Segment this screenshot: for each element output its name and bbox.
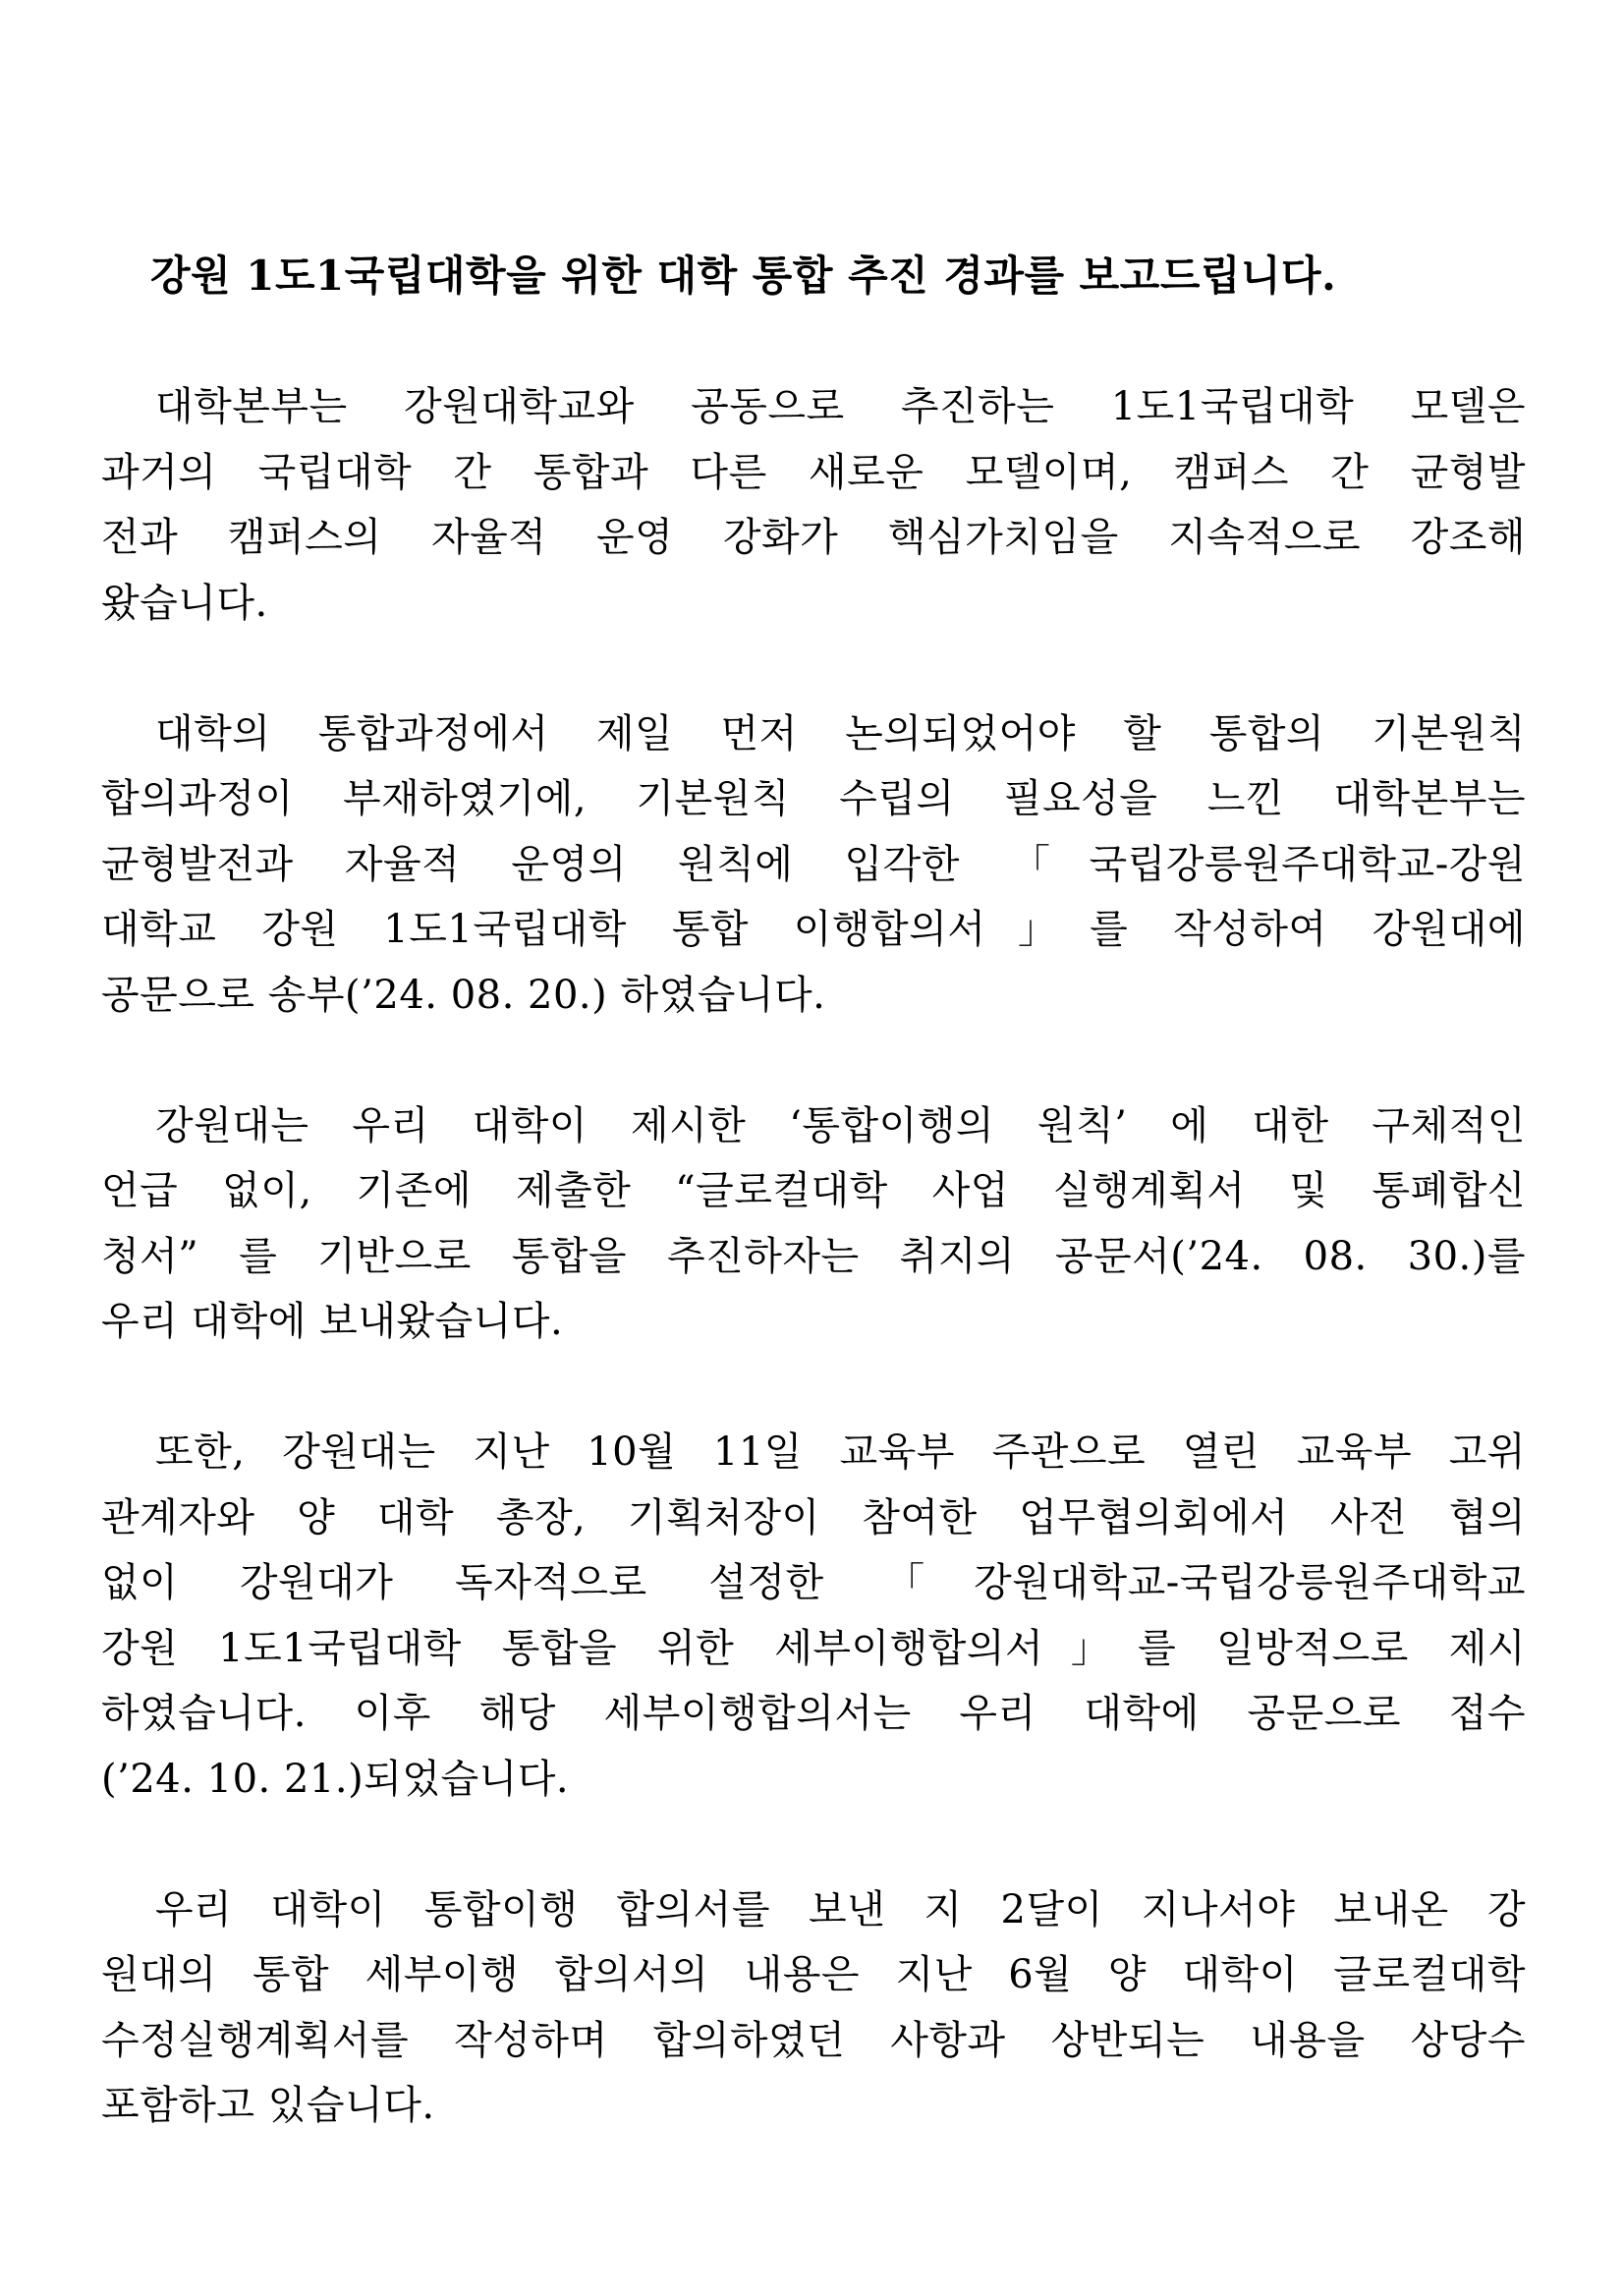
paragraph xyxy=(101,1420,1526,1812)
paragraph-line: 균형발전과 자율적 운영의 원칙에 입각한 「국립강릉원주대학교-강원 xyxy=(101,841,1526,887)
paragraph-line: 강원 1도1국립대학 통합을 위한 세부이행합의서」를 일방적으로 제시 xyxy=(101,1625,1526,1671)
paragraph-line: 대학본부는 강원대학교와 공동으로 추진하는 1도1국립대학 모델은 xyxy=(155,384,1526,429)
paragraph-line: (’24. 10. 21.)되었습니다. xyxy=(101,1756,570,1802)
paragraph-line: 포함하고 있습니다. xyxy=(101,2083,435,2128)
paragraph-line: 없이 강원대가 독자적으로 설정한 「강원대학교-국립강릉원주대학교 xyxy=(101,1560,1526,1605)
paragraph xyxy=(101,374,1526,636)
paragraph-line: 대학교 강원 1도1국립대학 통합 이행합의서」를 작성하여 강원대에 xyxy=(101,907,1526,952)
paragraph-line: 하였습니다. 이후 해당 세부이행합의서는 우리 대학에 공문으로 접수 xyxy=(101,1691,1526,1736)
paragraph-line: 과거의 국립대학 간 통합과 다른 새로운 모델이며, 캠퍼스 간 균형발 xyxy=(101,449,1526,495)
paragraph-line: 수정실행계획서를 작성하며 합의하였던 사항과 상반되는 내용을 상당수 xyxy=(101,2017,1526,2063)
paragraph-line: 청서” 를 기반으로 통합을 추진하자는 취지의 공문서(’24. 08. 30.)를 xyxy=(101,1233,1526,1279)
paragraph-line: 강원대는 우리 대학이 제시한 ‘통합이행의 원칙’ 에 대한 구체적인 xyxy=(155,1102,1526,1148)
document-title: 강원 1도1국립대학을 위한 대학 통합 추진 경과를 보고드립니다. xyxy=(150,252,1337,300)
paragraph xyxy=(101,1877,1526,2139)
paragraph-line: 또한, 강원대는 지난 10월 11일 교육부 주관으로 열린 교육부 고위 xyxy=(155,1429,1526,1475)
paragraph-line: 원대의 통합 세부이행 합의서의 내용은 지난 6월 양 대학이 글로컬대학 xyxy=(101,1952,1526,1997)
paragraph xyxy=(101,1093,1526,1355)
paragraph-line: 공문으로 송부(’24. 08. 20.) 하였습니다. xyxy=(101,972,826,1018)
paragraph-line: 우리 대학에 보내왔습니다. xyxy=(101,1299,564,1344)
paragraph-line: 왔습니다. xyxy=(101,580,268,626)
paragraph-line: 관계자와 양 대학 총장, 기획처장이 참여한 업무협의회에서 사전 협의 xyxy=(101,1494,1526,1540)
paragraph-line: 우리 대학이 통합이행 합의서를 보낸 지 2달이 지나서야 보내온 강 xyxy=(155,1886,1526,1932)
paragraph-line: 합의과정이 부재하였기에, 기본원칙 수립의 필요성을 느낀 대학본부는 xyxy=(101,776,1526,821)
paragraph-line: 대학의 통합과정에서 제일 먼저 논의되었어야 할 통합의 기본원칙 xyxy=(155,710,1526,756)
paragraph-line: 언급 없이, 기존에 제출한 “글로컬대학 사업 실행계획서 및 통폐합신 xyxy=(101,1168,1526,1213)
paragraph-line: 전과 캠퍼스의 자율적 운영 강화가 핵심가치임을 지속적으로 강조해 xyxy=(101,515,1526,560)
paragraph xyxy=(101,701,1526,1029)
document-body xyxy=(101,374,1526,2139)
